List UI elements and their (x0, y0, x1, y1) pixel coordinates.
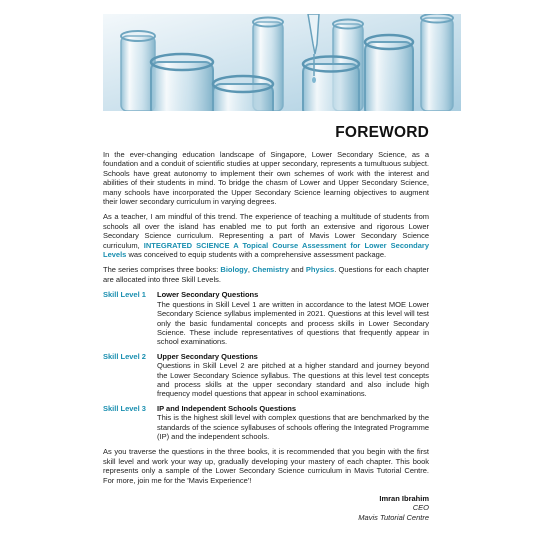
skill-level-description: Questions in Skill Level 2 are pitched at a higher standard and journey beyond the Lower Secondary Science syllabus. The questions at this level test concepts and process skills at the upper secondary standard and also include high frequency model questions that appear in school examinations. (157, 361, 429, 399)
intro-p3-sep-2: and (288, 265, 306, 275)
intro-p3-text-end: . Questions for each chapter are allocated into three Skill Levels. (103, 265, 430, 284)
author-name: Imran Ibrahim (379, 494, 429, 503)
test-tubes-illustration (103, 14, 461, 111)
signature-block (358, 494, 429, 522)
skill-level-description: The questions in Skill Level 1 are written in accordance to the latest MOE Lower Secondary Science syllabus implemented in 2021. Questions at this level will test only the basic fundamental concepts and process skills in Lower Secondary Science. These include representatives of questions that frequently appear in school examinations. (157, 299, 429, 347)
intro-paragraph-3 (103, 265, 429, 284)
series-title-highlight: INTEGRATED SCIENCE A Topical Course Assessment for Lower Secondary Levels (103, 240, 429, 260)
header-banner-image (103, 14, 461, 111)
intro-p2-text-start: As a teacher, I am mindful of this trend. The experience of teaching a multitude of students from schools all over the island has enabled me to put forth an extensive and rigorous Lower Secondary Science curriculum. Representing a part of Mavis Lower Secondary Science curriculum, (103, 212, 429, 250)
skill-level-title: Upper Secondary Questions (157, 351, 258, 361)
intro-p2-text-end: was conceived to equip students with a comprehensive assessment package. (126, 250, 387, 260)
skill-level-body (157, 404, 429, 442)
intro-p3-sep-1: , (247, 265, 253, 275)
closing-paragraph: As you traverse the questions in the three books, it is recommended that you begin with the first skill level and work your way up, gradually developing your mastery of each chapter. This book represents only a sample of the Lower Secondary Science curriculum in Mavis Tutorial Centre. For more, join me for the 'Mavis Experience'! (103, 447, 429, 485)
page-title: FOREWORD (335, 124, 429, 141)
author-role: CEO (412, 503, 429, 513)
skill-level-label: Skill Level 1 (103, 290, 146, 300)
skill-levels-list (103, 290, 429, 441)
book-chemistry: Chemistry (252, 265, 289, 275)
intro-p3-text-start: The series comprises three books: (103, 265, 221, 275)
skill-level-title: IP and Independent Schools Questions (157, 403, 297, 413)
book-physics: Physics (305, 265, 335, 275)
skill-level-body (157, 352, 429, 399)
skill-level-label: Skill Level 2 (103, 351, 146, 361)
skill-level-2 (103, 352, 429, 399)
foreword-body (103, 150, 429, 491)
intro-paragraph-2 (103, 212, 429, 259)
skill-level-description: This is the highest skill level with complex questions that are benchmarked by the standards of the science syllabuses of schools offering the Integrated Programme (IP) and the independent schools. (157, 413, 429, 441)
skill-level-label: Skill Level 3 (103, 403, 146, 413)
author-organization: Mavis Tutorial Centre (358, 512, 429, 522)
skill-level-3 (103, 404, 429, 442)
intro-paragraph-1: In the ever-changing education landscape of Singapore, Lower Secondary Science, as a foundation and a conduit of scientific studies at upper secondary, represents a tumultuous subject. Schools have great autonomy to implement their own schemes of work with the interest and abilities of their students in mind. To bridge the chasm of Lower and Upper Secondary Science, many schools have incorporated the Upper Secondary Science learning objectives to augment their lower secondary curriculum in varying degrees. (103, 150, 429, 207)
skill-level-1 (103, 290, 429, 346)
skill-level-body (157, 290, 429, 346)
book-biology: Biology (220, 265, 248, 275)
skill-level-title: Lower Secondary Questions (157, 290, 259, 300)
